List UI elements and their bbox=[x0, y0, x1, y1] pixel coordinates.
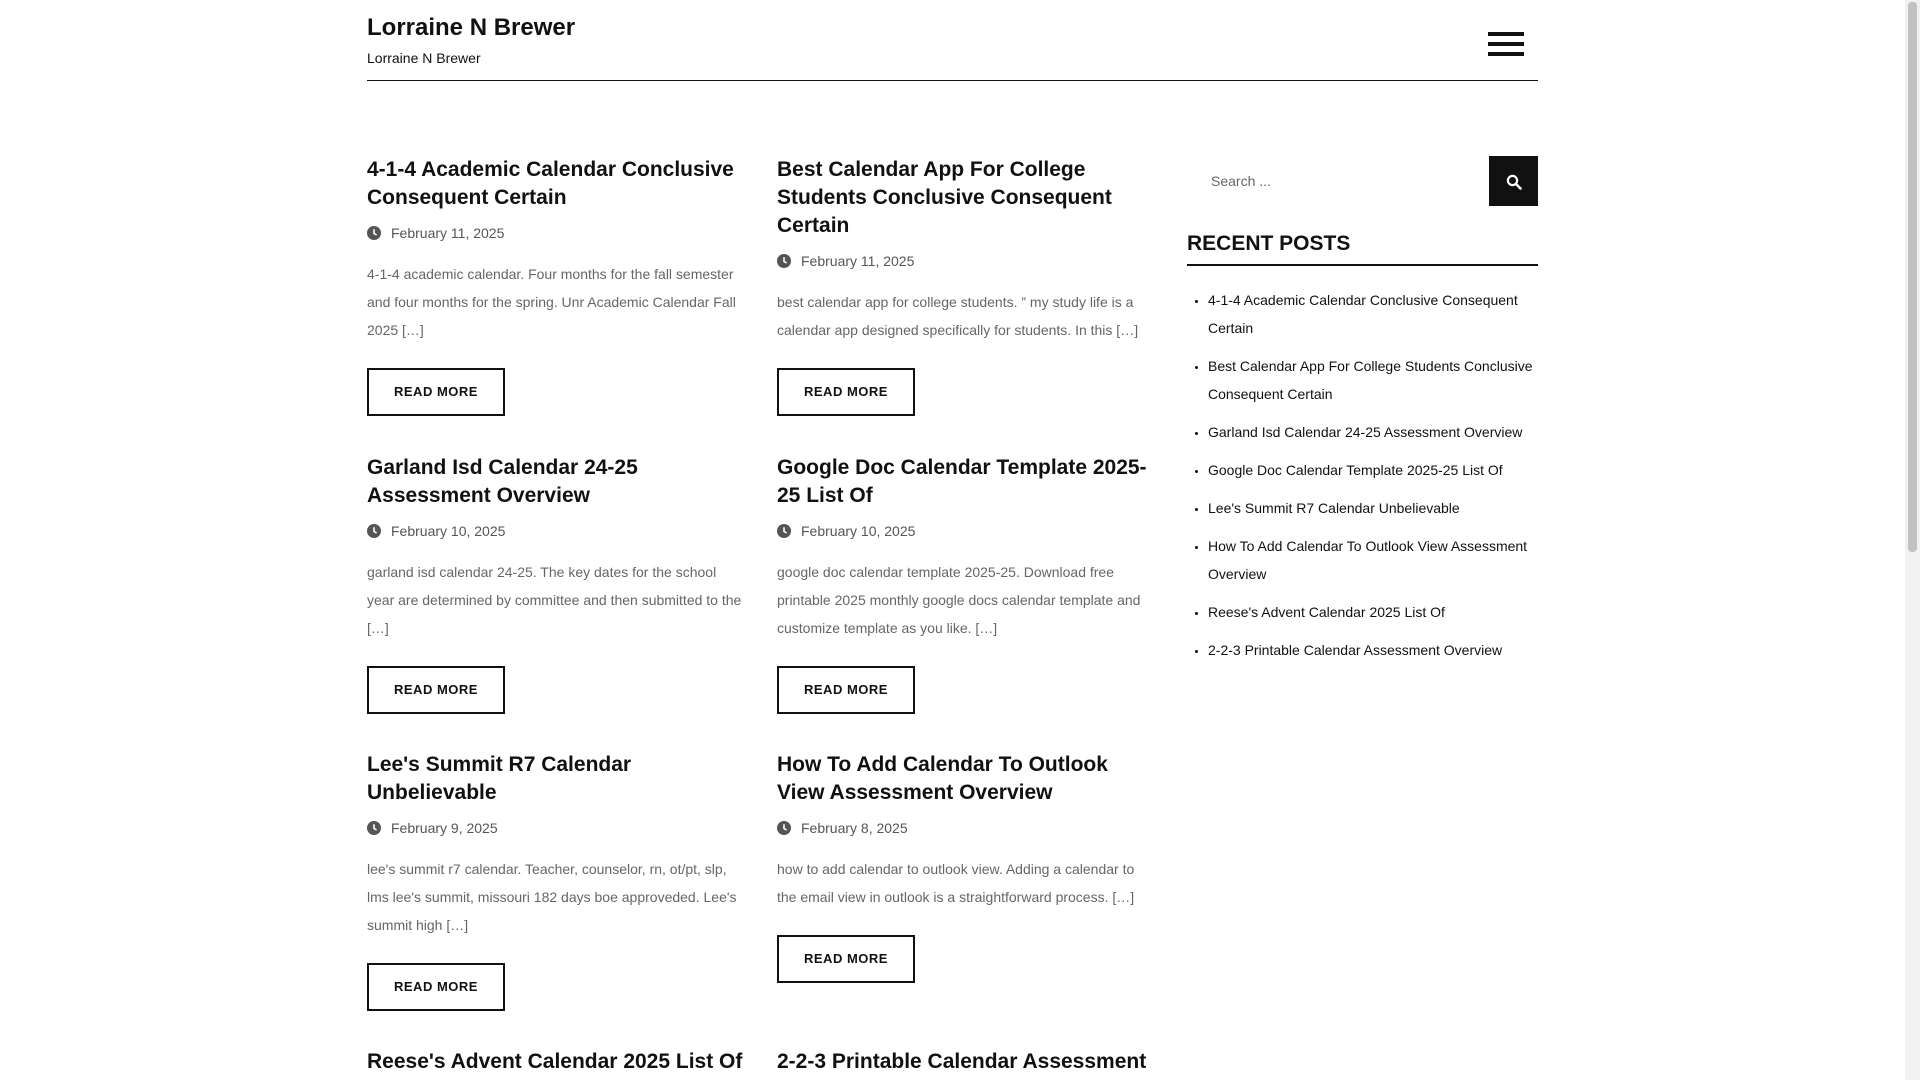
clock-icon bbox=[367, 226, 381, 240]
post-excerpt: how to add calendar to outlook view. Adding a calendar to the email view in outlook is a straightforward process. […] bbox=[777, 861, 1135, 905]
post-card bbox=[777, 1048, 1155, 1076]
post-date: February 10, 2025 bbox=[801, 523, 916, 539]
read-more-button[interactable]: READ MORE bbox=[367, 963, 505, 1011]
post-excerpt: lee's summit r7 calendar. Teacher, counselor, rn, ot/pt, slp, lms lee's summit, missouri 182 days boe approveded. Lee's summit high […] bbox=[367, 861, 737, 933]
recent-post-link[interactable]: • Lee's Summit R7 Calendar Unbelievable bbox=[1208, 494, 1538, 522]
post-meta bbox=[367, 224, 745, 242]
post-meta bbox=[367, 522, 745, 540]
recent-posts-heading: RECENT POSTS bbox=[1187, 232, 1351, 255]
read-more-button[interactable]: READ MORE bbox=[777, 368, 915, 416]
recent-post-link[interactable]: • How To Add Calendar To Outlook View Assessment Overview bbox=[1208, 532, 1538, 588]
recent-post-link[interactable]: • 4-1-4 Academic Calendar Conclusive Consequent Certain bbox=[1208, 286, 1538, 342]
post-card bbox=[367, 751, 745, 1011]
post-card bbox=[367, 156, 745, 416]
site-description: Lorraine N Brewer bbox=[367, 50, 481, 66]
post-card bbox=[777, 156, 1155, 416]
recent-post-link[interactable]: • Reese's Advent Calendar 2025 List Of bbox=[1208, 598, 1538, 626]
recent-posts-list bbox=[1187, 286, 1538, 674]
recent-post-link[interactable]: • Garland Isd Calendar 24-25 Assessment Overview bbox=[1208, 418, 1538, 446]
post-meta bbox=[367, 819, 745, 837]
post-card bbox=[777, 751, 1155, 983]
clock-icon bbox=[777, 524, 791, 538]
post-excerpt: best calendar app for college students. ” my study life is a calendar app designed specifically for students. In this […] bbox=[777, 294, 1139, 338]
search-button[interactable] bbox=[1489, 156, 1538, 206]
post-title[interactable]: 4-1-4 Academic Calendar Conclusive Consequent Certain bbox=[367, 158, 734, 209]
post-title[interactable]: Google Doc Calendar Template 2025-25 List Of bbox=[777, 456, 1147, 507]
post-date: February 8, 2025 bbox=[801, 820, 908, 836]
read-more-button[interactable]: READ MORE bbox=[367, 666, 505, 714]
clock-icon bbox=[367, 524, 381, 538]
header-divider bbox=[367, 80, 1538, 81]
post-date: February 10, 2025 bbox=[391, 523, 506, 539]
search-icon bbox=[1506, 174, 1522, 190]
post-excerpt: 4-1-4 academic calendar. Four months for the fall semester and four months for the spring. Unr Academic Calendar Fall 2025 […] bbox=[367, 266, 736, 338]
post-excerpt: google doc calendar template 2025-25. Download free printable 2025 monthly google docs calendar template and customize template as you like. […] bbox=[777, 564, 1141, 636]
vertical-scrollbar[interactable] bbox=[1905, 0, 1920, 1080]
post-date: February 11, 2025 bbox=[391, 225, 505, 241]
clock-icon bbox=[367, 821, 381, 835]
recent-post-link[interactable]: • Google Doc Calendar Template 2025-25 List Of bbox=[1208, 456, 1538, 484]
post-card bbox=[367, 1048, 745, 1076]
recent-post-link[interactable]: • Best Calendar App For College Students Conclusive Consequent Certain bbox=[1208, 352, 1538, 408]
post-excerpt: garland isd calendar 24-25. The key dates for the school year are determined by committee and then submitted to the […] bbox=[367, 564, 742, 636]
post-meta bbox=[777, 252, 1155, 270]
post-title[interactable]: Best Calendar App For College Students Conclusive Consequent Certain bbox=[777, 158, 1112, 237]
clock-icon bbox=[777, 821, 791, 835]
post-title[interactable]: Garland Isd Calendar 24-25 Assessment Overview bbox=[367, 456, 638, 507]
recent-post-link[interactable]: • 2-2-3 Printable Calendar Assessment Overview bbox=[1208, 636, 1538, 664]
post-card bbox=[777, 454, 1155, 714]
post-meta bbox=[777, 819, 1155, 837]
post-title[interactable]: How To Add Calendar To Outlook View Assessment Overview bbox=[777, 753, 1108, 804]
post-title[interactable]: 2-2-3 Printable Calendar Assessment bbox=[777, 1050, 1147, 1073]
post-title[interactable]: Lee's Summit R7 Calendar Unbelievable bbox=[367, 753, 632, 804]
menu-bar bbox=[1488, 42, 1524, 46]
read-more-button[interactable]: READ MORE bbox=[367, 368, 505, 416]
menu-bar bbox=[1488, 32, 1524, 36]
post-card bbox=[367, 454, 745, 714]
site-title[interactable]: Lorraine N Brewer bbox=[367, 14, 576, 41]
hamburger-menu-icon[interactable] bbox=[1488, 32, 1524, 56]
clock-icon bbox=[777, 254, 791, 268]
post-date: February 11, 2025 bbox=[801, 253, 915, 269]
recent-posts-divider bbox=[1187, 264, 1538, 266]
read-more-button[interactable]: READ MORE bbox=[777, 666, 915, 714]
search-input[interactable] bbox=[1187, 156, 1489, 206]
scrollbar-thumb[interactable] bbox=[1908, 2, 1917, 552]
menu-bar bbox=[1488, 52, 1524, 56]
read-more-button[interactable]: READ MORE bbox=[777, 935, 915, 983]
post-title[interactable]: Reese's Advent Calendar 2025 List Of bbox=[367, 1050, 743, 1073]
post-date: February 9, 2025 bbox=[391, 820, 498, 836]
post-meta bbox=[777, 522, 1155, 540]
search-form bbox=[1187, 156, 1538, 206]
